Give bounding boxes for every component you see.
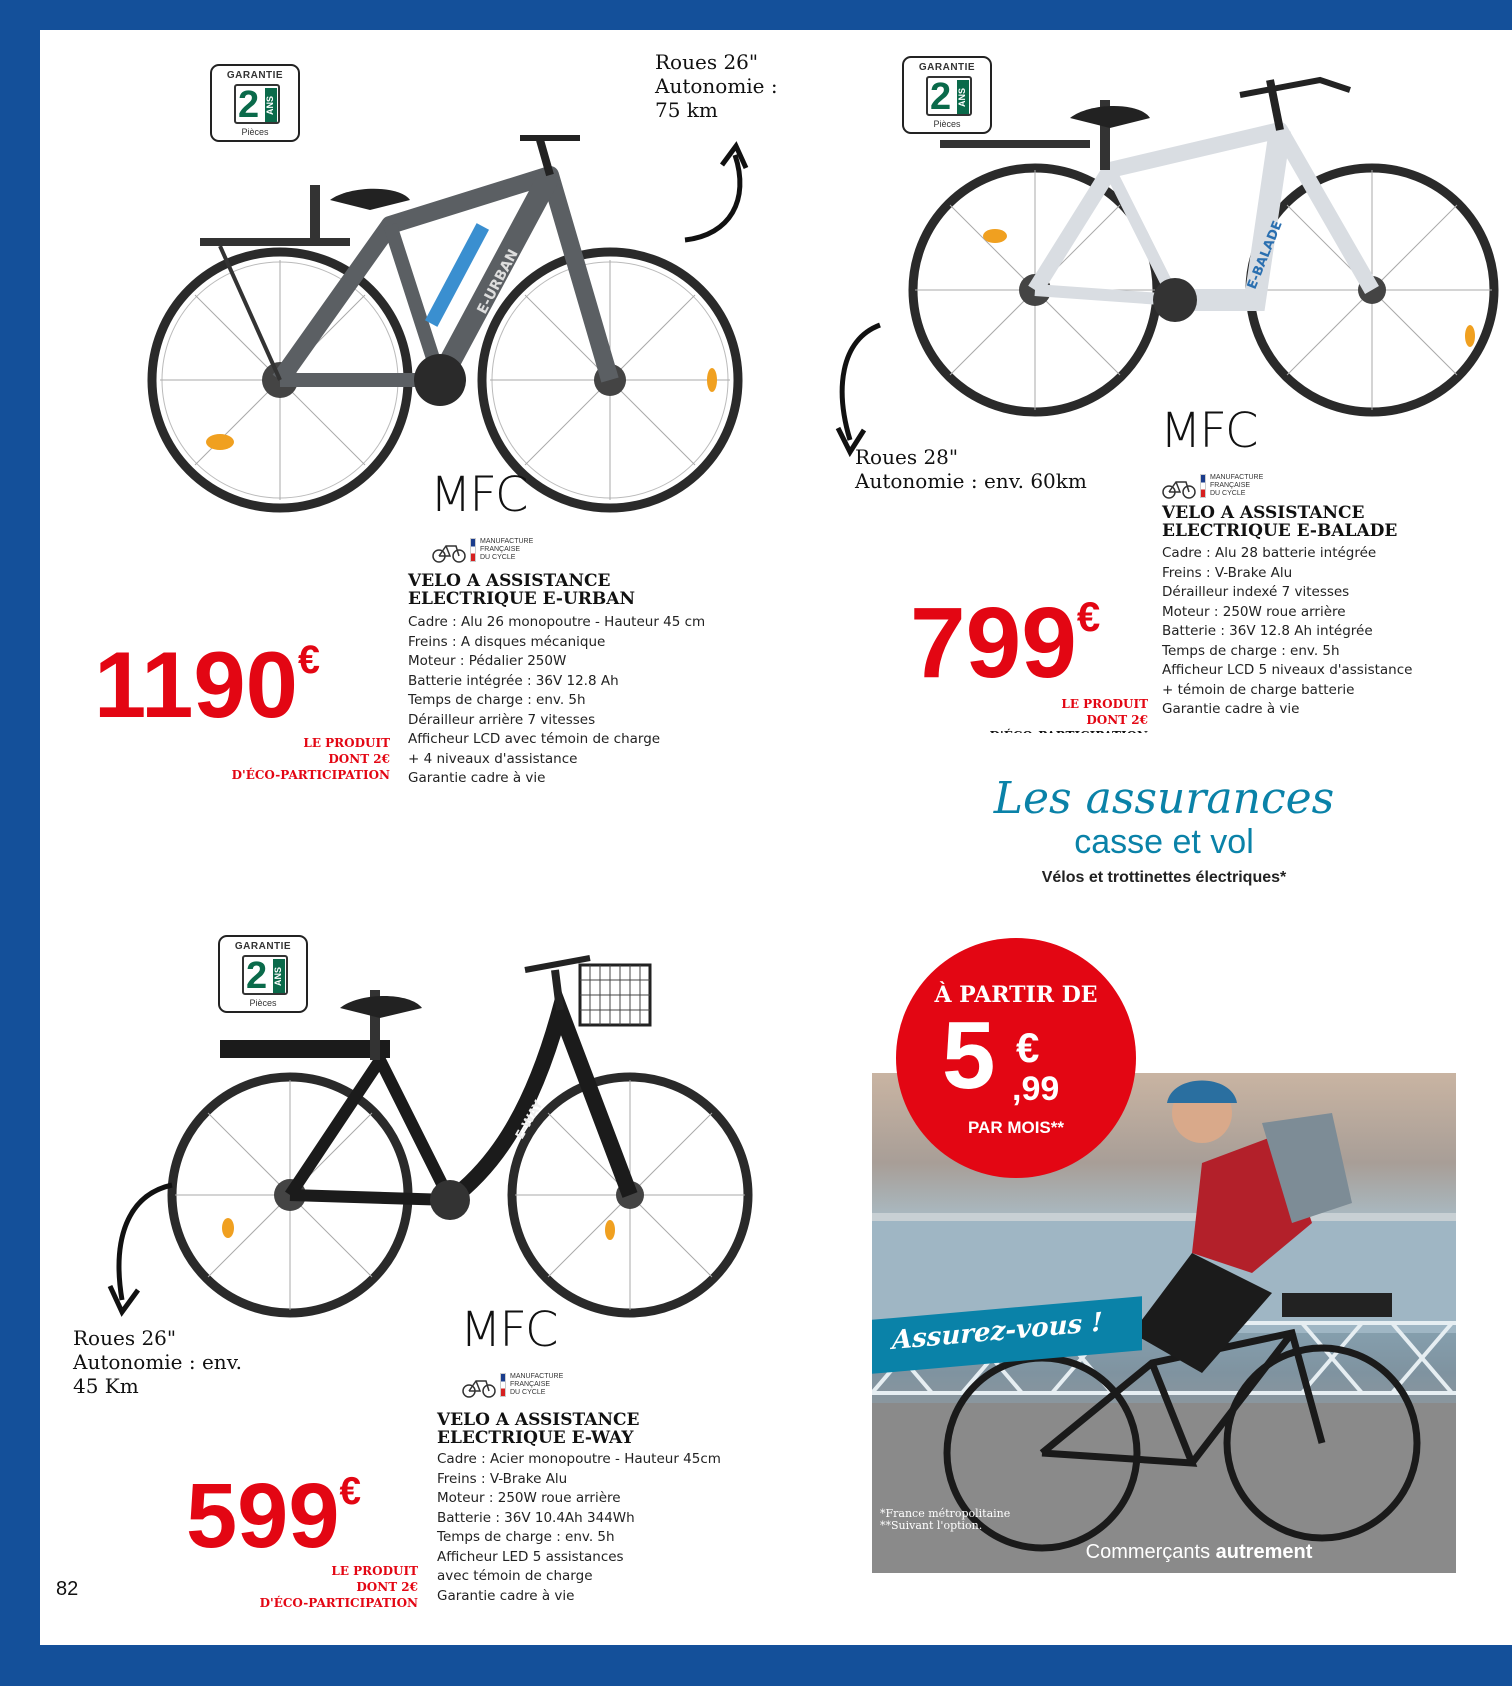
price-e-way: 599€	[186, 1465, 361, 1567]
brand-logo-mfc: MFC	[460, 1302, 557, 1358]
insurance-slogan: Commerçants autrement	[1085, 1541, 1313, 1563]
curved-arrow-icon	[102, 1180, 182, 1320]
insurance-subtitle: casse et vol	[1074, 823, 1254, 861]
insurance-footnote: *France métropolitaine **Suivant l'option.	[880, 1507, 1011, 1532]
bike-e-way-image	[150, 950, 790, 1340]
bicycle-icon	[432, 542, 468, 564]
insurance-subtitle-2: Vélos et trottinettes électriques*	[1041, 869, 1287, 886]
product-specs-e-way: Cadre : Acier monopoutre - Hauteur 45cm Freins : V-Brake Alu Moteur : 250W roue arrière Batterie : 36V 10.4Ah 344Wh Temps de charge : env. 5h Afficheur LED 5 assistances avec témoin de charge Garantie cadre à vie	[437, 1451, 721, 1604]
bike-e-urban-image	[140, 130, 760, 520]
price-e-urban: 1190€	[94, 632, 320, 737]
guarantee-badge: GARANTIE 2 ANS Pièces	[902, 56, 992, 134]
bike-e-balade-image	[900, 60, 1510, 430]
french-flag-icon	[1200, 474, 1206, 498]
product-specs-e-balade: Cadre : Alu 28 batterie intégrée Freins : V-Brake Alu Dérailleur indexé 7 vitesses Moteur : 250W roue arrière Batterie : 36V 12.8 Ah intégrée Temps de charge : env. 5h Afficheur LCD 5 niveaux d'assistance + témoin de charge batterie Garantie cadre à vie	[1162, 545, 1413, 717]
page-number: 82	[56, 1578, 79, 1600]
bicycle-icon	[462, 1377, 498, 1399]
french-flag-icon	[470, 538, 476, 562]
brand-tagline: MANUFACTURE FRANÇAISE DU CYCLE	[1210, 474, 1264, 497]
guarantee-badge: GARANTIE 2 ANS Pièces	[218, 935, 308, 1013]
product-title-e-balade: VELO A ASSISTANCE ELECTRIQUE E-BALADE	[1162, 503, 1398, 541]
callout-e-way: Roues 26" Autonomie : env. 45 Km	[73, 1326, 242, 1398]
frame-label-e-urban: E-URBAN	[474, 246, 522, 317]
insurance-panel	[872, 733, 1456, 1573]
frame-label-e-balade: E-BALADE	[1244, 218, 1286, 292]
insurance-banner: Assurez-vous !	[872, 1296, 1142, 1374]
guarantee-parts: Pièces	[241, 127, 269, 137]
bicycle-icon	[1162, 478, 1198, 500]
guarantee-label: GARANTIE	[226, 70, 284, 81]
product-title-e-urban: VELO A ASSISTANCE ELECTRIQUE E-URBAN	[408, 571, 636, 609]
insurance-price-badge: À PARTIR DE 5 € ,99 PAR MOIS**	[896, 938, 1136, 1178]
eco-participation-e-balade: LE PRODUIT DONT 2€	[1061, 697, 1148, 727]
price-e-balade: 799€	[910, 587, 1101, 699]
callout-e-balade: Roues 28" Autonomie : env. 60km	[855, 445, 1087, 493]
frame-label-e-way: E-WAY	[512, 1097, 546, 1142]
brand-tagline: MANUFACTURE FRANÇAISE DU CYCLE	[480, 538, 534, 561]
guarantee-unit: ANS	[265, 88, 277, 122]
callout-e-urban: Roues 26" Autonomie : 75 km	[655, 50, 778, 122]
eco-participation-e-way: LE PRODUIT DONT 2€ D'ÉCO-PARTICIPATION	[259, 1564, 418, 1610]
catalog-page	[40, 30, 1512, 1645]
brand-tagline: MANUFACTURE FRANÇAISE DU CYCLE	[510, 1373, 564, 1396]
product-specs-e-urban: Cadre : Alu 26 monopoutre - Hauteur 45 cm Freins : A disques mécanique Moteur : Pédalier 250W Batterie intégrée : 36V 12.8 Ah Temps de charge : env. 5h Dérailleur arrière 7 vitesses Afficheur LCD avec témoin de charge + 4 niveaux d'assistance Garantie cadre à vie	[408, 614, 706, 786]
curved-arrow-icon	[830, 320, 900, 460]
guarantee-years: 2	[238, 84, 260, 126]
product-title-e-way: VELO A ASSISTANCE ELECTRIQUE E-WAY	[437, 1410, 640, 1448]
brand-logo-mfc: MFC	[1160, 403, 1257, 459]
insurance-title: Les assurances	[993, 773, 1335, 824]
brand-logo-mfc: MFC	[430, 467, 527, 523]
french-flag-icon	[500, 1373, 506, 1397]
eco-participation-e-urban: LE PRODUIT DONT 2€ D'ÉCO-PARTICIPATION	[231, 736, 390, 782]
